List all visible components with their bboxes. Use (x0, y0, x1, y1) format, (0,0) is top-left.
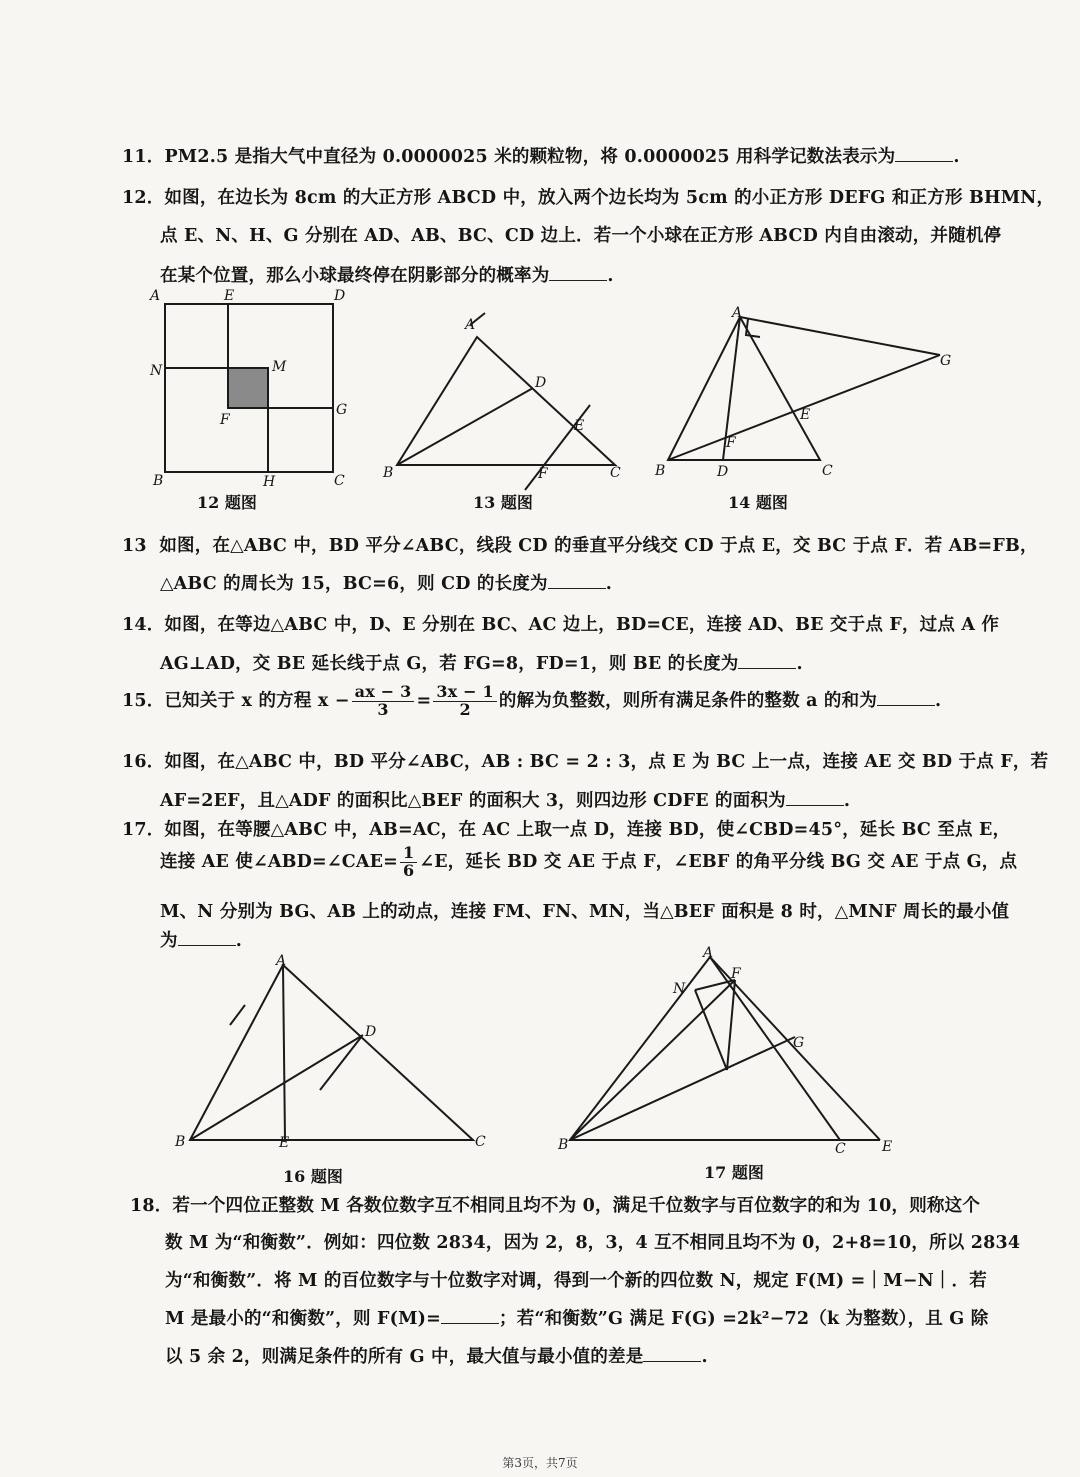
question-number: 12． (122, 188, 165, 208)
question-number: 18． (130, 1196, 173, 1216)
fraction-1: $\frac{ax - 3}{3}$ (352, 684, 415, 719)
label-N: N (673, 981, 686, 997)
label-F: F (538, 466, 548, 482)
figure-12 (140, 285, 360, 500)
segment-BG (570, 1037, 795, 1140)
label-D: D (717, 464, 729, 480)
segment-BF (570, 980, 735, 1140)
label-F: F (726, 435, 736, 451)
label-C: C (822, 463, 833, 479)
question-text: PM2.5 是指大气中直径为 0.0000025 米的颗粒物，将 0.0000025 用科学记数法表示为 (164, 147, 896, 167)
stray-mark (320, 1036, 362, 1090)
question-number: 11． (122, 147, 165, 167)
label-N: N (150, 363, 163, 379)
label-E: E (800, 407, 811, 423)
question-17-line-3: M、N 分别为 BG、AB 上的动点，连接 FM、FN、MN，当△BEF 面积是 8 时，△MNF 周长的最小值 (160, 902, 1010, 922)
figure-16 (170, 950, 500, 1160)
label-C: C (835, 1141, 846, 1157)
question-13-line-1: 13 如图，在△ABC 中，BD 平分∠ABC，线段 CD 的垂直平分线交 CD 于点 E，交 BC 于点 F．若 AB=FB， (122, 536, 1038, 556)
question-18-line-4: M 是最小的“和衡数”，则 F(M)= ；若“和衡数”G 满足 F(G) =2k²−72（k 为整数），且 G 除 (165, 1309, 989, 1329)
question-13-line-2: △ABC 的周长为 15，BC=6，则 CD 的长度为 . (160, 574, 612, 594)
figure-14-caption: 14 题图 (728, 493, 788, 512)
label-D: D (365, 1024, 377, 1040)
label-B: B (383, 465, 394, 481)
label-A: A (703, 945, 714, 961)
figure-14 (650, 305, 960, 485)
label-A: A (732, 305, 743, 321)
answer-blank-1[interactable] (441, 1309, 499, 1324)
label-C: C (334, 473, 345, 489)
label-A: A (150, 288, 161, 304)
question-17-line-2: 连接 AE 使∠ABD=∠CAE= $\frac{1}{6}$ ∠E，延长 BD 交 AE 于点 F，∠EBF 的角平分线 BG 交 AE 于点 G，点 (160, 843, 1018, 880)
label-B: B (153, 473, 164, 489)
label-C: C (610, 465, 621, 481)
question-18-line-1: 18．若一个四位正整数 M 各数位数字互不相同且均不为 0，满足千位数字与百位数字的和为 10，则称这个 (130, 1196, 981, 1216)
figure-13 (375, 315, 645, 490)
page-footer: 第3页，共7页 (502, 1456, 578, 1470)
question-18-line-2: 数 M 为“和衡数”．例如：四位数 2834，因为 2，8，3，4 互不相同且均不为 0，2+8=10，所以 2834 (165, 1233, 1021, 1253)
answer-blank[interactable] (877, 691, 935, 706)
question-number: 15． (122, 690, 165, 711)
question-14-line-1: 14．如图，在等边△ABC 中，D、E 分别在 BC、AC 边上，BD=CE，连接 AD、BE 交于点 F，过点 A 作 (122, 615, 1000, 635)
label-H: H (263, 474, 276, 490)
label-A: A (465, 317, 476, 333)
label-B: B (655, 463, 666, 479)
figure-16-caption: 16 题图 (283, 1167, 343, 1186)
label-F: F (731, 966, 741, 982)
segment-AG (740, 317, 940, 355)
label-G: G (336, 402, 348, 418)
label-C: C (475, 1134, 486, 1150)
figure-12-caption: 12 题图 (197, 493, 257, 512)
question-15: 15．已知关于 x 的方程 x − $\frac{ax - 3}{3}$ = $\frac{3x - 1}{2}$ 的解为负整数，则所有满足条件的整数 a 的和为 . (122, 682, 942, 719)
label-D: D (535, 375, 547, 391)
figure-13-caption: 13 题图 (473, 493, 533, 512)
fraction-one-sixth: $\frac{1}{6}$ (400, 845, 417, 880)
label-D: D (334, 288, 346, 304)
label-E: E (882, 1139, 893, 1155)
triangle-ABC (668, 317, 820, 460)
label-E: E (224, 288, 235, 304)
figure-17-caption: 17 题图 (704, 1163, 764, 1182)
question-12-line-3: 在某个位置，那么小球最终停在阴影部分的概率为 . (160, 266, 614, 286)
shaded-square (228, 368, 268, 408)
question-number: 17． (122, 820, 165, 840)
question-16-line-1: 16．如图，在△ABC 中，BD 平分∠ABC，AB : BC = 2 : 3，点 E 为 BC 上一点，连接 AE 交 BD 于点 F，若 (122, 752, 1049, 772)
question-12-line-2: 点 E、N、H、G 分别在 AD、AB、BC、CD 边上．若一个小球在正方形 ABCD 内自由滚动，并随机停 (160, 226, 1002, 246)
segment-BD (397, 388, 533, 465)
stray-mark (230, 1005, 245, 1025)
question-number: 13 (122, 536, 147, 556)
question-14-line-2: AG⊥AD，交 BE 延长线于点 G，若 FG=8，FD=1，则 BE 的长度为 . (160, 654, 803, 674)
label-E: E (279, 1135, 290, 1151)
question-18-line-5: 以 5 余 2，则满足条件的所有 G 中，最大值与最小值的差是 . (165, 1347, 708, 1367)
question-16-line-2: AF=2EF，且△ADF 的面积比△BEF 的面积大 3，则四边形 CDFE 的面积为 . (160, 791, 851, 811)
question-17-line-1: 17．如图，在等腰△ABC 中，AB=AC，在 AC 上取一点 D，连接 BD，使∠CBD=45°，延长 BC 至点 E， (122, 820, 1011, 840)
question-number: 14． (122, 615, 165, 635)
figure-17 (555, 945, 915, 1155)
question-12-line-1: 12．如图，在边长为 8cm 的大正方形 ABCD 中，放入两个边长均为 5cm 的小正方形 DEFG 和正方形 BHMN， (122, 188, 1055, 208)
right-angle-mark (746, 319, 760, 337)
question-11: 11．PM2.5 是指大气中直径为 0.0000025 米的颗粒物，将 0.0000025 用科学记数法表示为 . (122, 147, 960, 167)
question-number: 16． (122, 752, 165, 772)
question-17-line-4: 为 . (160, 931, 242, 951)
answer-blank[interactable] (178, 931, 236, 946)
label-G: G (940, 353, 952, 369)
answer-blank[interactable] (786, 791, 844, 806)
question-18-line-3: 为“和衡数”．将 M 的百位数字与十位数字对调，得到一个新的四位数 N，规定 F(M) =｜M−N｜．若 (165, 1271, 987, 1291)
segment-AE (283, 965, 285, 1140)
segment-FM (727, 980, 735, 1070)
label-E: E (574, 418, 585, 434)
answer-blank[interactable] (549, 266, 607, 281)
answer-blank[interactable] (738, 654, 796, 669)
answer-blank[interactable] (548, 574, 606, 589)
segment-BD (190, 1035, 363, 1140)
label-M: M (272, 359, 287, 375)
label-F: F (220, 412, 230, 428)
label-A: A (276, 953, 287, 969)
label-B: B (175, 1134, 186, 1150)
fraction-2: $\frac{3x - 1}{2}$ (433, 684, 497, 719)
label-G: G (793, 1035, 805, 1051)
answer-blank-2[interactable] (643, 1347, 701, 1362)
answer-blank[interactable] (895, 147, 953, 162)
label-B: B (558, 1137, 569, 1153)
